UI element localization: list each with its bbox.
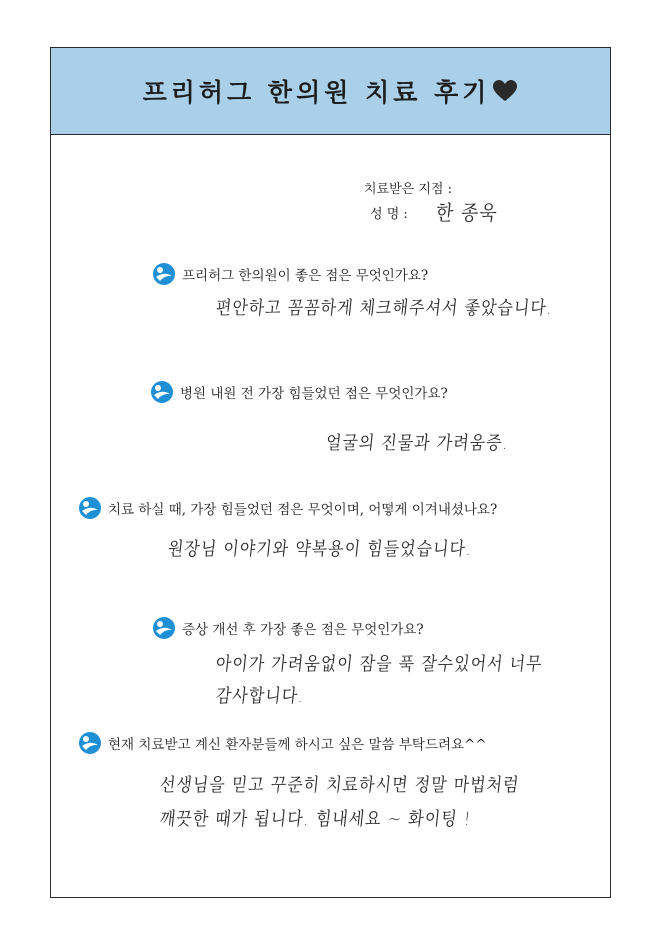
page-title: 프리허그 한의원 치료 후기 <box>142 78 491 107</box>
question-4 <box>152 616 424 640</box>
answer-text: 원장님 이야기와 약복용이 힘들었습니다. <box>166 537 474 560</box>
question-text: 증상 개선 후 가장 좋은 점은 무엇인가요? <box>182 622 424 638</box>
heart-icon <box>492 79 518 103</box>
clinic-logo-icon <box>150 380 174 404</box>
question-2 <box>150 380 448 404</box>
question-5 <box>78 731 487 755</box>
answer-text: 얼굴의 진물과 가려움증. <box>324 431 510 454</box>
clinic-logo-icon <box>78 731 102 755</box>
branch-label: 치료받은 지점 : <box>364 182 452 197</box>
title-banner <box>51 48 610 135</box>
name-value: 한 종욱 <box>434 201 499 226</box>
question-3 <box>78 496 497 520</box>
clinic-logo-icon <box>152 616 176 640</box>
question-text: 병원 내원 전 가장 힘들었던 점은 무엇인가요? <box>180 386 448 402</box>
name-label: 성 명 : <box>370 207 408 222</box>
answer-text: 감사합니다. <box>214 684 306 707</box>
question-text: 치료 하실 때, 가장 힘들었던 점은 무엇이며, 어떻게 이겨내셨나요? <box>108 502 498 518</box>
answer-text: 깨끗한 때가 됩니다. 힘내세요 ~ 화이팅 ! <box>158 807 473 830</box>
question-text: 현재 치료받고 계신 환자분들께 하시고 싶은 말씀 부탁드려요^^ <box>108 737 487 753</box>
answer-text: 선생님을 믿고 꾸준히 치료하시면 정말 마법처럼 <box>158 773 521 796</box>
question-1 <box>152 262 428 286</box>
question-text: 프리허그 한의원이 좋은 점은 무엇인가요? <box>182 268 429 284</box>
clinic-logo-icon <box>152 262 176 286</box>
answer-text: 아이가 가려움없이 잠을 푹 잘수있어서 너무 <box>214 652 544 675</box>
clinic-logo-icon <box>78 496 102 520</box>
answer-text: 편안하고 꼼꼼하게 체크해주셔서 좋았습니다. <box>214 296 555 319</box>
